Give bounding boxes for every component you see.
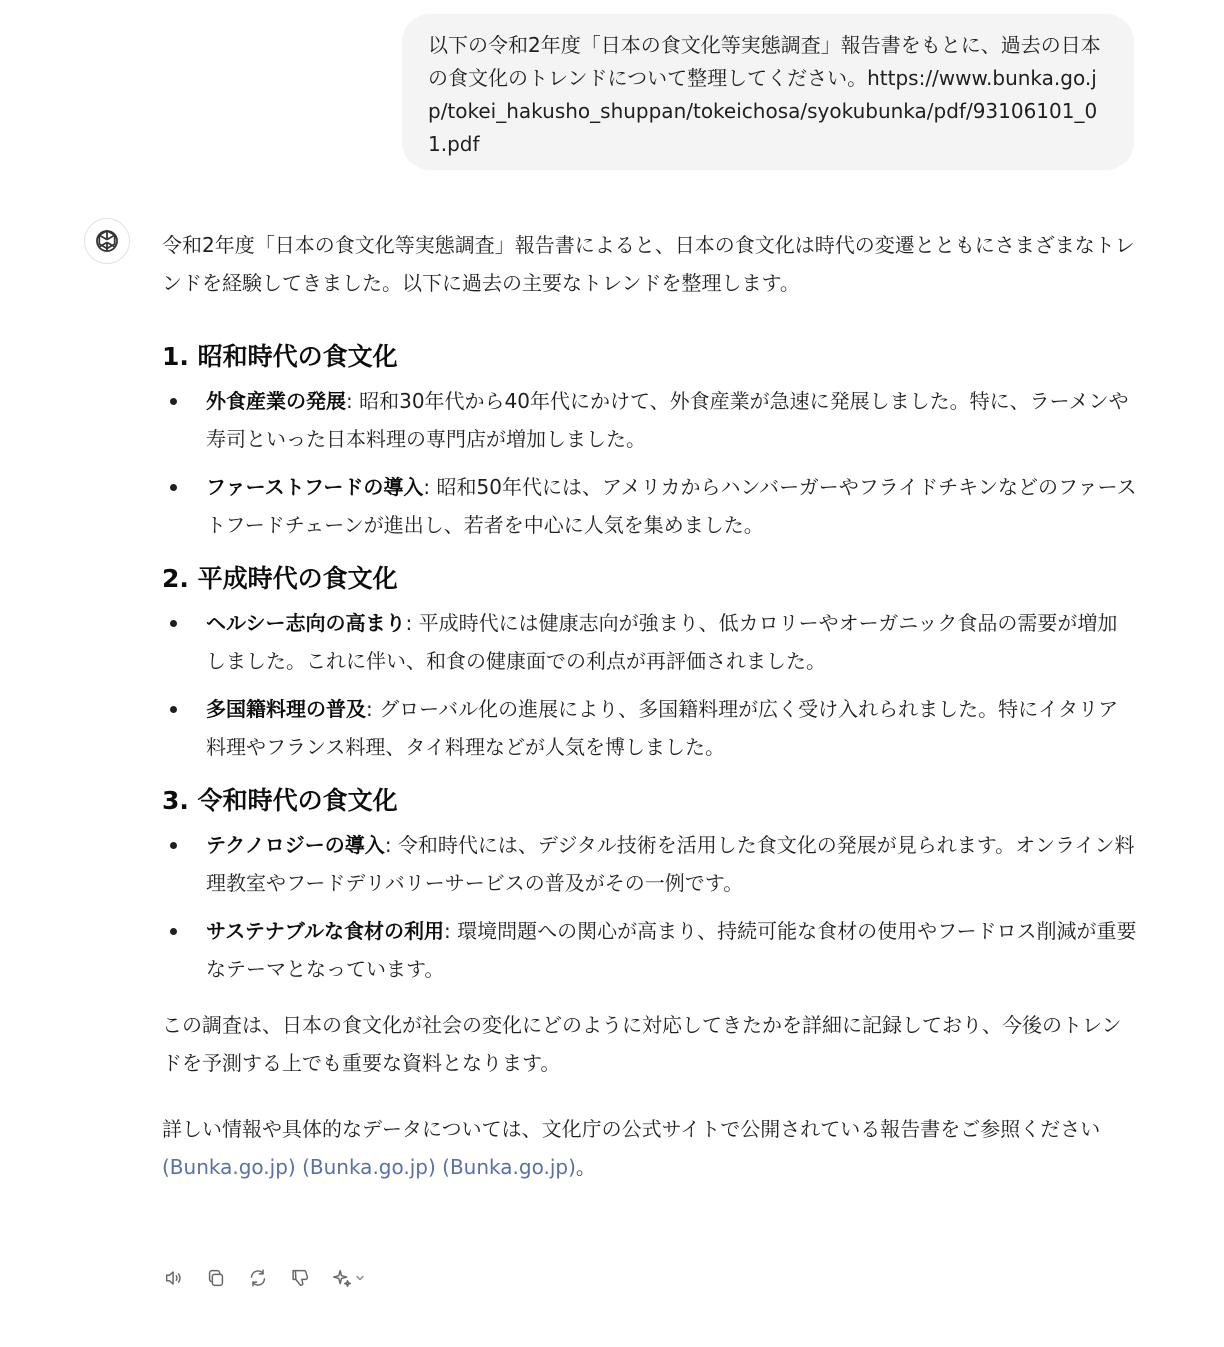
bullet-icon xyxy=(170,398,177,405)
speaker-icon xyxy=(163,1267,185,1289)
list-item xyxy=(162,468,1137,544)
reference-text: 詳しい情報や具体的なデータについては、文化庁の公式サイトで公開されている報告書をご参照ください xyxy=(162,1117,1101,1141)
refresh-icon xyxy=(247,1267,269,1289)
item-heading: サステナブルな食材の利用 xyxy=(206,919,444,943)
item-heading: 外食産業の発展 xyxy=(206,389,346,413)
item-body: : 環境問題への関心が高まり、持続可能な食材の使用やフードロス削減が重要なテーマとなっています。 xyxy=(206,919,1137,981)
list-item xyxy=(162,690,1137,766)
bullet-list-heisei xyxy=(162,604,1137,766)
copy-icon xyxy=(205,1267,227,1289)
item-body: : 昭和30年代から40年代にかけて、外食産業が急速に発展しました。特に、ラーメンや寿司といった日本料理の専門店が増加しました。 xyxy=(206,389,1129,451)
bullet-list-reiwa xyxy=(162,826,1137,988)
item-heading: 多国籍料理の普及 xyxy=(206,697,366,721)
item-body: : グローバル化の進展により、多国籍料理が広く受け入れられました。特にイタリア料理やフランス料理、タイ料理などが人気を博しました。 xyxy=(206,697,1119,759)
message-action-bar xyxy=(160,1264,368,1292)
closing-paragraph: この調査は、日本の食文化が社会の変化にどのように対応してきたかを詳細に記録しており、今後のトレンドを予測する上でも重要な資料となります。 xyxy=(162,1013,1122,1075)
section-title-reiwa: 3. 令和時代の食文化 xyxy=(162,786,398,815)
source-link-2[interactable]: (Bunka.go.jp) xyxy=(302,1155,436,1179)
list-item xyxy=(162,826,1137,902)
assistant-message xyxy=(162,226,1137,1186)
section-title-showa: 1. 昭和時代の食文化 xyxy=(162,342,398,371)
reference-paragraph xyxy=(162,1110,1137,1186)
openai-logo-icon xyxy=(93,227,121,255)
bullet-icon xyxy=(170,484,177,491)
model-switch-button[interactable] xyxy=(328,1264,368,1292)
reference-end: 。 xyxy=(575,1155,596,1179)
regenerate-button[interactable] xyxy=(244,1264,272,1292)
dislike-button[interactable] xyxy=(286,1264,314,1292)
item-heading: ファーストフードの導入 xyxy=(206,475,424,499)
list-item xyxy=(162,382,1137,458)
thumbs-down-icon xyxy=(289,1267,311,1289)
source-link-3[interactable]: (Bunka.go.jp) xyxy=(442,1155,576,1179)
user-message-bubble xyxy=(402,14,1134,170)
item-body: : 昭和50年代には、アメリカからハンバーガーやフライドチキンなどのファーストフードチェーンが進出し、若者を中心に人気を集めました。 xyxy=(206,475,1137,537)
user-message-text: 以下の令和2年度「日本の食文化等実態調査」報告書をもとに、過去の日本の食文化のトレンドについて整理してください。https://www.bunka.go.jp/tokei_hakusho_shuppan/tokeichosa/syokubunka/pdf/93106101_01.pdf xyxy=(428,33,1101,156)
assistant-avatar xyxy=(84,218,130,264)
copy-button[interactable] xyxy=(202,1264,230,1292)
section-title-heisei: 2. 平成時代の食文化 xyxy=(162,564,398,593)
bullet-icon xyxy=(170,620,177,627)
item-heading: ヘルシー志向の高まり xyxy=(206,611,406,635)
list-item xyxy=(162,604,1137,680)
list-item xyxy=(162,912,1137,988)
chevron-down-icon xyxy=(355,1273,365,1283)
item-heading: テクノロジーの導入 xyxy=(206,833,385,857)
read-aloud-button[interactable] xyxy=(160,1264,188,1292)
bullet-icon xyxy=(170,842,177,849)
bullet-icon xyxy=(170,928,177,935)
item-body: : 平成時代には健康志向が強まり、低カロリーやオーガニック食品の需要が増加しました。これに伴い、和食の健康面での利点が再評価されました。 xyxy=(206,611,1118,673)
bullet-list-showa xyxy=(162,382,1137,544)
source-link-1[interactable]: (Bunka.go.jp) xyxy=(162,1155,296,1179)
item-body: : 令和時代には、デジタル技術を活用した食文化の発展が見られます。オンライン料理教室やフードデリバリーサービスの普及がその一例です。 xyxy=(206,833,1135,895)
intro-paragraph: 令和2年度「日本の食文化等実態調査」報告書によると、日本の食文化は時代の変遷とともにさまざまなトレンドを経験してきました。以下に過去の主要なトレンドを整理します。 xyxy=(162,233,1135,295)
bullet-icon xyxy=(170,706,177,713)
sparkle-icon xyxy=(331,1267,353,1289)
